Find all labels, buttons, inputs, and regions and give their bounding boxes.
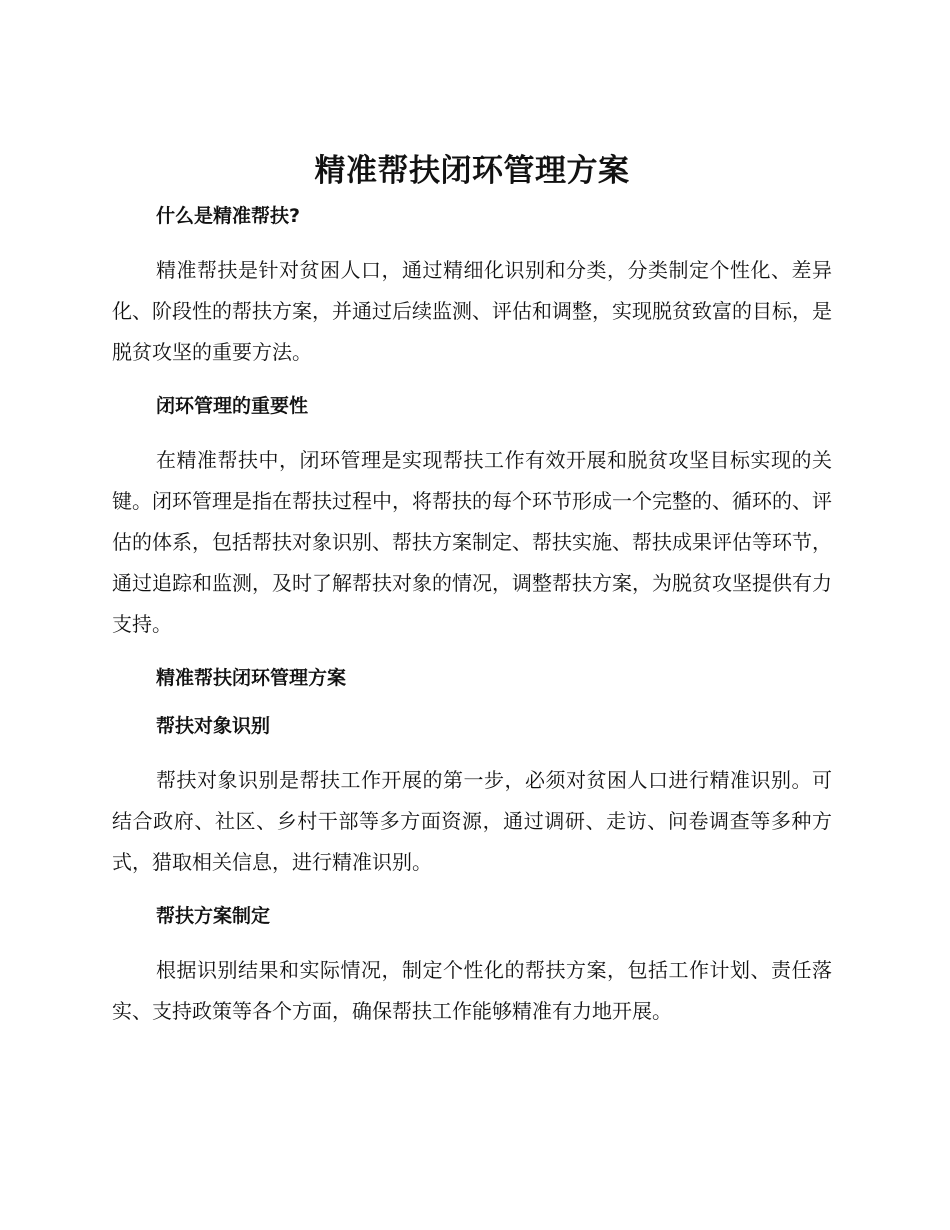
section-heading-identification: 帮扶对象识别 xyxy=(156,715,271,737)
section-paragraph-identification: 帮扶对象识别是帮扶工作开展的第一步，必须对贫困人口进行精准识别。可结合政府、社区、乡村干部等多方面资源，通过调研、走访、问卷调查等多种方式，猎取相关信息，进行精准识别。 xyxy=(112,768,832,874)
section-paragraph-what-is: 精准帮扶是针对贫困人口，通过精细化识别和分类，分类制定个性化、差异化、阶段性的帮扶方案，并通过后续监测、评估和调整，实现脱贫致富的目标，是脱贫攻坚的重要方法。 xyxy=(112,258,832,364)
section-heading-formulation: 帮扶方案制定 xyxy=(156,905,271,927)
section-heading-plan: 精准帮扶闭环管理方案 xyxy=(156,667,347,689)
document-page xyxy=(112,148,832,1051)
section-heading-what-is: 什么是精准帮扶? xyxy=(156,205,301,227)
document-title: 精准帮扶闭环管理方案 xyxy=(314,153,630,189)
section-paragraph-importance: 在精准帮扶中，闭环管理是实现帮扶工作有效开展和脱贫攻坚目标实现的关键。闭环管理是指在帮扶过程中，将帮扶的每个环节形成一个完整的、循环的、评估的体系，包括帮扶对象识别、帮扶方案制定、帮扶实施、帮扶成果评估等环节，通过追踪和监测，及时了解帮扶对象的情况，调整帮扶方案，为脱贫攻坚提供有力支持。 xyxy=(112,448,832,636)
section-heading-importance: 闭环管理的重要性 xyxy=(156,395,309,417)
section-paragraph-formulation: 根据识别结果和实际情况，制定个性化的帮扶方案，包括工作计划、责任落实、支持政策等各个方面，确保帮扶工作能够精准有力地开展。 xyxy=(112,958,832,1023)
